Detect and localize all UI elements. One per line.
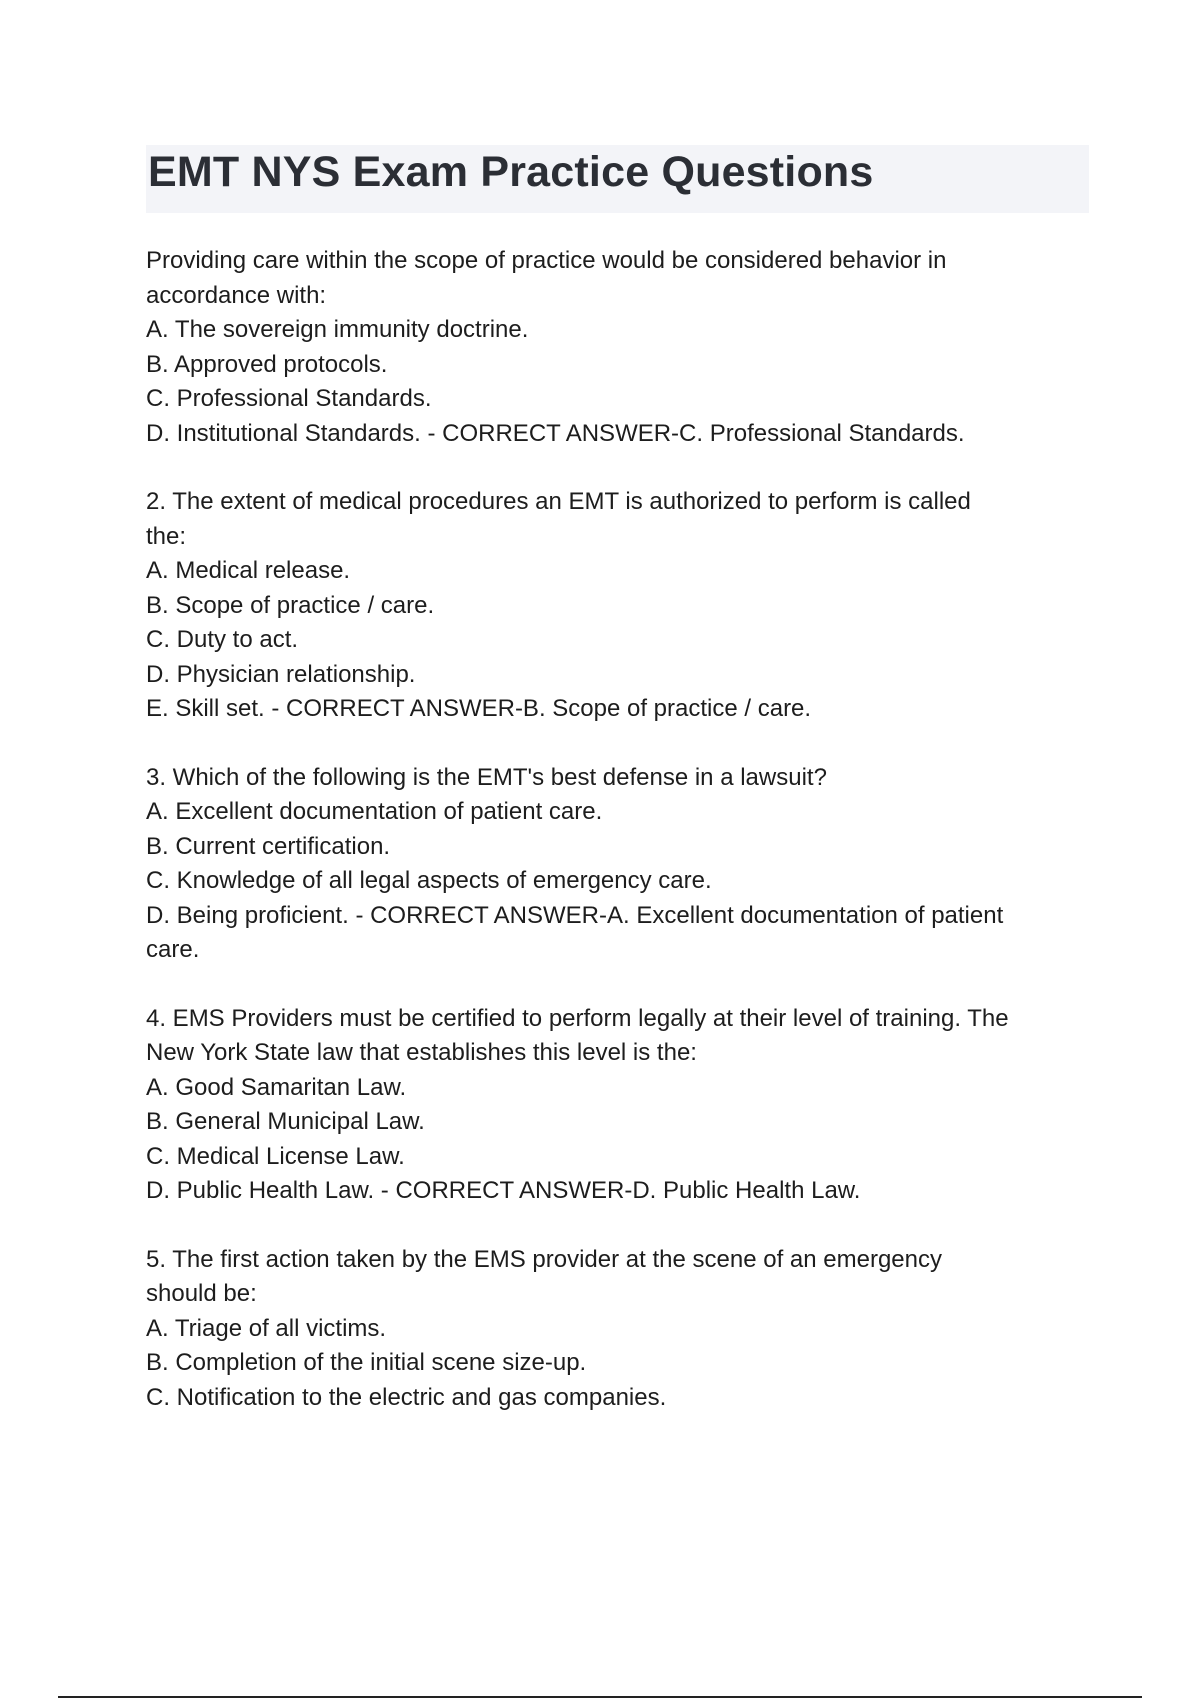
question-block-1: [146, 244, 1096, 451]
answer-option: B. General Municipal Law.: [146, 1108, 425, 1135]
answer-option: C. Knowledge of all legal aspects of emergency care.: [146, 867, 712, 894]
question-stem: Providing care within the scope of practice would be considered behavior in: [146, 247, 947, 274]
question-stem: 3. Which of the following is the EMT's best defense in a lawsuit?: [146, 763, 827, 791]
question-stem: the:: [146, 522, 187, 550]
document-title: EMT NYS Exam Practice Questions: [148, 148, 874, 196]
answer-option: A. The sovereign immunity doctrine.: [146, 316, 529, 343]
footer-divider: [58, 1696, 1142, 1698]
answer-option: B. Current certification.: [146, 832, 391, 860]
answer-option: B. Approved protocols.: [146, 350, 388, 378]
answer-option-with-correct-answer: D. Being proficient. - CORRECT ANSWER-A. Excellent documentation of patient: [146, 901, 1004, 929]
answer-option-with-correct-answer: D. Institutional Standards. - CORRECT ANSWER-C. Professional Standards.: [146, 419, 965, 447]
answer-option: D. Physician relationship.: [146, 660, 416, 688]
answer-option: A. Triage of all victims.: [146, 1314, 387, 1342]
answer-option: B. Scope of practice / care.: [146, 591, 435, 619]
answer-option: A. Medical release.: [146, 557, 351, 584]
question-block-3: [146, 761, 1096, 968]
answer-continuation: care.: [146, 936, 200, 963]
title-banner: [146, 145, 1089, 213]
question-block-5: [146, 1243, 1096, 1416]
answer-option: C. Medical License Law.: [146, 1142, 405, 1170]
answer-option: A. Good Samaritan Law.: [146, 1073, 407, 1101]
answer-option-with-correct-answer: E. Skill set. - CORRECT ANSWER-B. Scope of practice / care.: [146, 695, 812, 722]
question-stem: should be:: [146, 1280, 257, 1307]
answer-option: A. Excellent documentation of patient care.: [146, 798, 603, 825]
answer-option-with-correct-answer: D. Public Health Law. - CORRECT ANSWER-D. Public Health Law.: [146, 1177, 861, 1204]
question-stem: New York State law that establishes this level is the:: [146, 1039, 697, 1066]
question-stem: accordance with:: [146, 281, 327, 309]
question-block-4: [146, 1002, 1096, 1209]
question-stem: 5. The first action taken by the EMS provider at the scene of an emergency: [146, 1245, 942, 1273]
question-block-2: [146, 485, 1096, 727]
answer-option: C. Professional Standards.: [146, 385, 432, 412]
answer-option: B. Completion of the initial scene size-up.: [146, 1349, 587, 1376]
answer-option: C. Notification to the electric and gas companies.: [146, 1383, 667, 1411]
answer-option: C. Duty to act.: [146, 626, 299, 653]
question-stem: 4. EMS Providers must be certified to perform legally at their level of training. The: [146, 1004, 1009, 1032]
questions-body: [146, 244, 1096, 1449]
question-stem: 2. The extent of medical procedures an EMT is authorized to perform is called: [146, 488, 971, 515]
